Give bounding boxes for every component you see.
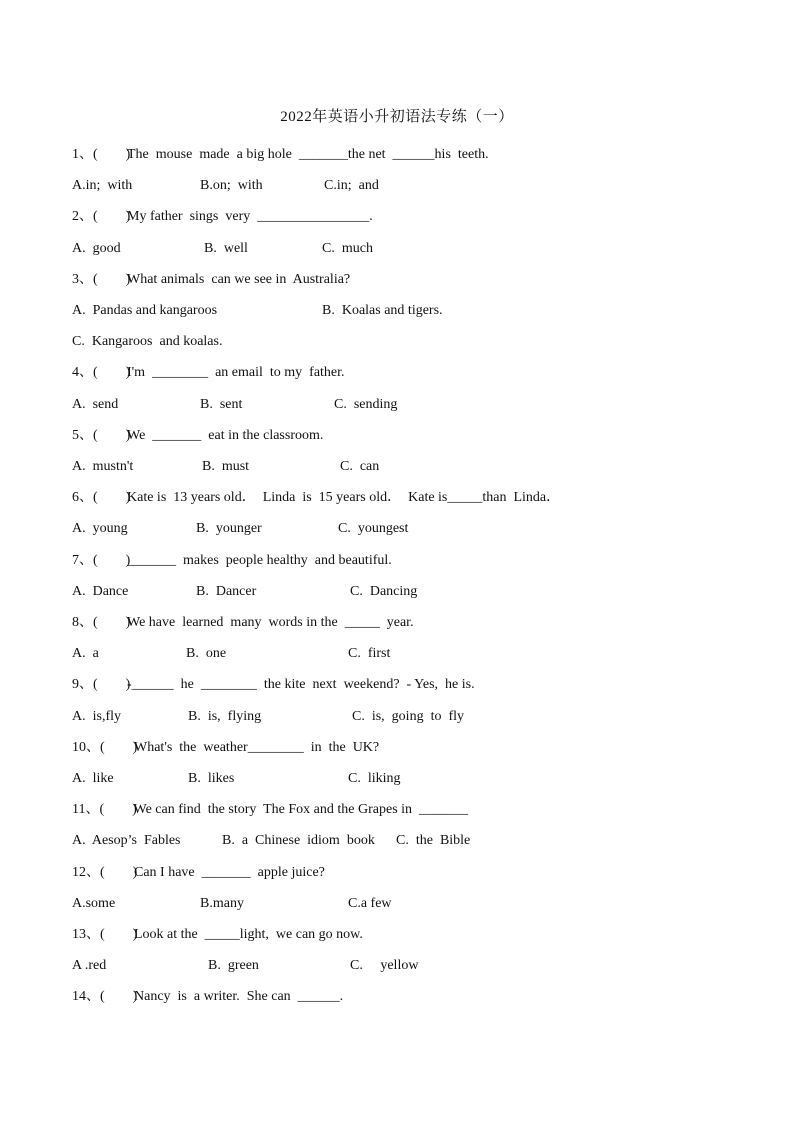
question-number: 1、 — [72, 147, 93, 162]
question-2 — [72, 208, 373, 226]
answer-blank: ( ) — [99, 802, 137, 817]
question-6 — [72, 489, 560, 507]
question-stem: The mouse made a big hole _______the net ______his teeth. — [127, 147, 489, 162]
option-c: C. sending — [334, 397, 398, 412]
option-c: C. much — [322, 241, 373, 256]
option-b: B. likes — [188, 771, 235, 786]
option-c: C. yellow — [350, 958, 419, 973]
question-13 — [72, 926, 363, 944]
option-a: A. young — [72, 521, 128, 536]
option-a: A. Aesop’s Fables — [72, 833, 181, 848]
answer-blank: ( ) — [93, 490, 131, 505]
question-stem: Can I have _______ apple juice? — [134, 865, 325, 880]
question-number: 9、 — [72, 677, 93, 692]
question-10 — [72, 739, 379, 757]
question-14 — [72, 988, 343, 1006]
question-stem: We have learned many words in the _____ year. — [127, 615, 414, 630]
question-8 — [72, 614, 414, 632]
question-number: 4、 — [72, 365, 93, 380]
option-c: C.a few — [348, 896, 392, 911]
option-a: A. good — [72, 241, 121, 256]
option-c: C.in; and — [324, 178, 379, 193]
question-number: 3、 — [72, 272, 93, 287]
answer-blank: ( ) — [93, 428, 131, 443]
answer-blank: ( ) — [93, 272, 131, 287]
option-c: C. the Bible — [396, 833, 471, 848]
question-11 — [72, 801, 468, 819]
question-number: 5、 — [72, 428, 93, 443]
option-b: B. Koalas and tigers. — [322, 303, 443, 318]
question-4 — [72, 364, 345, 382]
option-a: A .red — [72, 958, 107, 973]
option-b: B. green — [208, 958, 259, 973]
option-c: C. liking — [348, 771, 401, 786]
option-c: C. is, going to fly — [352, 709, 465, 724]
option-a: A. Pandas and kangaroos — [72, 303, 218, 318]
option-b: B. a Chinese idiom book — [222, 833, 375, 848]
question-number: 8、 — [72, 615, 93, 630]
question-stem: I'm ________ an email to my father. — [127, 365, 345, 380]
answer-blank: ( ) — [100, 865, 138, 880]
option-c: C. youngest — [338, 521, 409, 536]
option-a: A. Dance — [72, 584, 129, 599]
question-number: 6、 — [72, 490, 93, 505]
page-title: 2022年英语小升初语法专练（一） — [280, 109, 514, 125]
question-number: 7、 — [72, 553, 93, 568]
question-stem: Look at the _____light, we can go now. — [134, 927, 363, 942]
question-number: 14、 — [72, 989, 100, 1004]
question-5 — [72, 427, 323, 445]
answer-blank: ( ) — [100, 927, 138, 942]
question-stem: Kate is 13 years old． Linda is 15 years old． Kate is_____than Linda． — [127, 490, 561, 505]
answer-blank: ( ) — [100, 740, 138, 755]
answer-blank: ( ) — [100, 989, 138, 1004]
option-b: B. Dancer — [196, 584, 257, 599]
question-9 — [72, 676, 475, 694]
option-c: C. Dancing — [350, 584, 418, 599]
answer-blank: ( ) — [93, 365, 131, 380]
question-stem: What's the weather________ in the UK? — [134, 740, 380, 755]
question-number: 11、 — [72, 802, 100, 817]
question-1 — [72, 146, 489, 164]
option-a: A. is,fly — [72, 709, 121, 724]
option-a: A. mustn't — [72, 459, 134, 474]
option-c: C. first — [348, 646, 391, 661]
option-b: B. well — [204, 241, 248, 256]
option-c: C. Kangaroos and koalas. — [72, 334, 223, 349]
option-a: A.in; with — [72, 178, 133, 193]
option-a: A. send — [72, 397, 119, 412]
option-a: A. like — [72, 771, 114, 786]
answer-blank: ( ) — [93, 209, 131, 224]
option-b: B. must — [202, 459, 250, 474]
option-c: C. can — [340, 459, 380, 474]
question-stem: We _______ eat in the classroom. — [127, 428, 324, 443]
option-b: B. one — [186, 646, 227, 661]
option-b: B. is, flying — [188, 709, 262, 724]
option-b: B.on; with — [200, 178, 263, 193]
question-stem: -______ he ________ the kite next weekend? - Yes, he is. — [127, 677, 475, 692]
answer-blank: ( ) — [93, 615, 131, 630]
answer-blank: ( ) — [93, 677, 131, 692]
answer-blank: ( ) — [93, 147, 131, 162]
answer-blank: ( ) — [93, 553, 131, 568]
question-number: 12、 — [72, 865, 100, 880]
question-stem: Nancy is a writer. She can ______. — [134, 989, 344, 1004]
question-number: 2、 — [72, 209, 93, 224]
option-a: A.some — [72, 896, 116, 911]
question-3 — [72, 271, 350, 289]
option-b: B. sent — [200, 397, 243, 412]
question-number: 13、 — [72, 927, 100, 942]
question-7 — [72, 552, 392, 570]
option-a: A. a — [72, 646, 99, 661]
question-stem: My father sings very ________________. — [127, 209, 373, 224]
question-stem: _______ makes people healthy and beautiful. — [127, 553, 392, 568]
question-stem: What animals can we see in Australia? — [127, 272, 351, 287]
question-stem: We can find the story The Fox and the Grapes in _______ — [133, 802, 469, 817]
question-number: 10、 — [72, 740, 100, 755]
option-b: B.many — [200, 896, 244, 911]
option-b: B. younger — [196, 521, 262, 536]
question-12 — [72, 864, 325, 882]
